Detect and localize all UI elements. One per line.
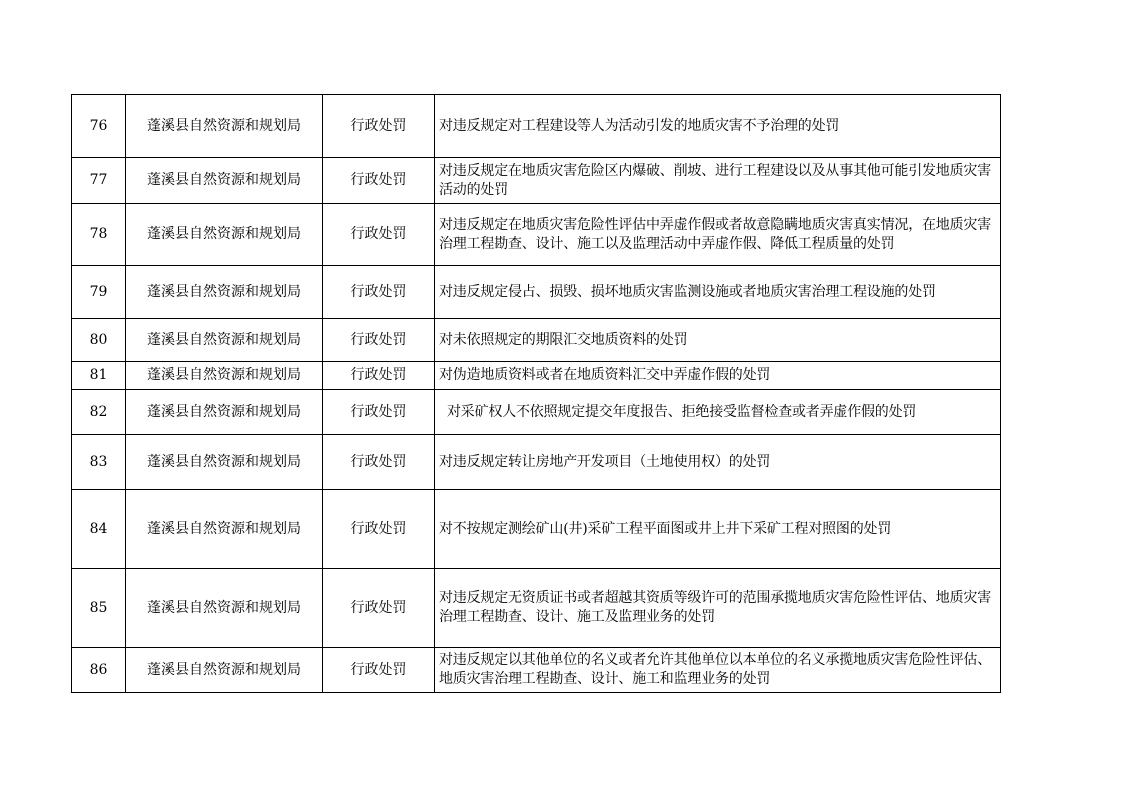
table-row xyxy=(72,648,1001,693)
row-number: 82 xyxy=(72,390,126,435)
table-row xyxy=(72,435,1001,490)
penalty-item: 对违反规定以其他单位的名义或者允许其他单位以本单位的名义承揽地质灾害危险性评估、地质灾害治理工程勘查、设计、施工和监理业务的处罚 xyxy=(435,648,1001,693)
row-number: 86 xyxy=(72,648,126,693)
table-row xyxy=(72,569,1001,648)
department-name: 蓬溪县自然资源和规划局 xyxy=(126,319,323,362)
row-number: 77 xyxy=(72,158,126,204)
penalty-item: 对违反规定无资质证书或者超越其资质等级许可的范围承揽地质灾害危险性评估、地质灾害治理工程勘查、设计、施工及监理业务的处罚 xyxy=(435,569,1001,648)
table-row xyxy=(72,490,1001,569)
department-name: 蓬溪县自然资源和规划局 xyxy=(126,204,323,266)
row-number: 76 xyxy=(72,95,126,158)
department-name: 蓬溪县自然资源和规划局 xyxy=(126,490,323,569)
power-type: 行政处罚 xyxy=(323,266,435,319)
department-name: 蓬溪县自然资源和规划局 xyxy=(126,158,323,204)
power-type: 行政处罚 xyxy=(323,362,435,390)
power-type: 行政处罚 xyxy=(323,319,435,362)
department-name: 蓬溪县自然资源和规划局 xyxy=(126,569,323,648)
row-number: 83 xyxy=(72,435,126,490)
table-row xyxy=(72,95,1001,158)
penalty-item: 对伪造地质资料或者在地质资料汇交中弄虚作假的处罚 xyxy=(435,362,1001,390)
table-row xyxy=(72,390,1001,435)
power-type: 行政处罚 xyxy=(323,435,435,490)
penalty-item: 对未依照规定的期限汇交地质资料的处罚 xyxy=(435,319,1001,362)
power-type: 行政处罚 xyxy=(323,569,435,648)
row-number: 80 xyxy=(72,319,126,362)
power-type: 行政处罚 xyxy=(323,490,435,569)
row-number: 79 xyxy=(72,266,126,319)
power-type: 行政处罚 xyxy=(323,648,435,693)
penalty-item: 对违反规定在地质灾害危险区内爆破、削坡、进行工程建设以及从事其他可能引发地质灾害活动的处罚 xyxy=(435,158,1001,204)
power-type: 行政处罚 xyxy=(323,390,435,435)
power-type: 行政处罚 xyxy=(323,158,435,204)
row-number: 84 xyxy=(72,490,126,569)
table-row xyxy=(72,266,1001,319)
department-name: 蓬溪县自然资源和规划局 xyxy=(126,95,323,158)
table-row xyxy=(72,362,1001,390)
penalty-item: 对违反规定转让房地产开发项目（土地使用权）的处罚 xyxy=(435,435,1001,490)
penalty-item: 对违反规定在地质灾害危险性评估中弄虚作假或者故意隐瞒地质灾害真实情况，在地质灾害治理工程勘查、设计、施工以及监理活动中弄虚作假、降低工程质量的处罚 xyxy=(435,204,1001,266)
department-name: 蓬溪县自然资源和规划局 xyxy=(126,390,323,435)
department-name: 蓬溪县自然资源和规划局 xyxy=(126,648,323,693)
table-row xyxy=(72,158,1001,204)
row-number: 85 xyxy=(72,569,126,648)
power-type: 行政处罚 xyxy=(323,95,435,158)
power-type: 行政处罚 xyxy=(323,204,435,266)
table-body xyxy=(72,95,1001,693)
penalty-item: 对采矿权人不依照规定提交年度报告、拒绝接受监督检查或者弄虚作假的处罚 xyxy=(435,390,1001,435)
department-name: 蓬溪县自然资源和规划局 xyxy=(126,266,323,319)
penalty-item: 对违反规定侵占、损毁、损坏地质灾害监测设施或者地质灾害治理工程设施的处罚 xyxy=(435,266,1001,319)
penalty-item: 对违反规定对工程建设等人为活动引发的地质灾害不予治理的处罚 xyxy=(435,95,1001,158)
table-row xyxy=(72,319,1001,362)
table-row xyxy=(72,204,1001,266)
row-number: 81 xyxy=(72,362,126,390)
row-number: 78 xyxy=(72,204,126,266)
department-name: 蓬溪县自然资源和规划局 xyxy=(126,435,323,490)
penalty-items-table xyxy=(71,94,1001,693)
penalty-item: 对不按规定测绘矿山(井)采矿工程平面图或井上井下采矿工程对照图的处罚 xyxy=(435,490,1001,569)
department-name: 蓬溪县自然资源和规划局 xyxy=(126,362,323,390)
